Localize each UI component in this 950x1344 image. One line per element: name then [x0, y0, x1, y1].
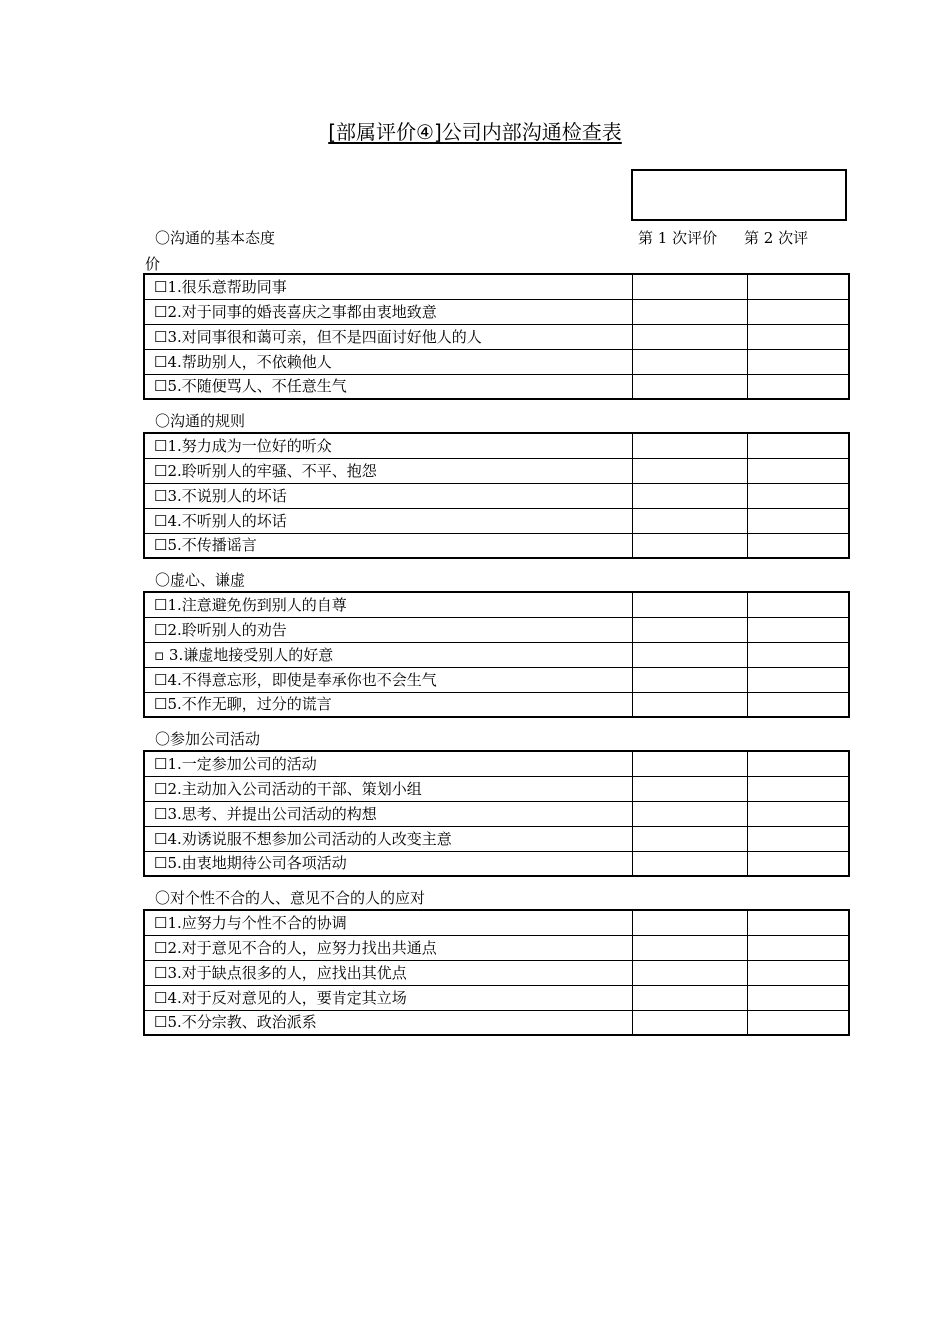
section-title-humility: 〇虚心、谦虚: [155, 571, 246, 589]
first-score-cell[interactable]: [632, 458, 747, 483]
table-row: [144, 324, 849, 349]
check-item[interactable]: ☐2.主动加入公司活动的干部、策划小组: [144, 776, 632, 801]
check-item[interactable]: ☐2.对于同事的婚丧喜庆之事都由衷地致意: [144, 299, 632, 324]
table-row: [144, 592, 849, 617]
second-score-cell[interactable]: [747, 851, 849, 876]
table-row: [144, 985, 849, 1010]
first-score-cell[interactable]: [632, 667, 747, 692]
second-score-cell[interactable]: [747, 960, 849, 985]
check-item[interactable]: ☐2.对于意见不合的人，应努力找出共通点: [144, 935, 632, 960]
first-score-cell[interactable]: [632, 985, 747, 1010]
first-score-cell[interactable]: [632, 299, 747, 324]
check-item[interactable]: ☐5.不分宗教、政治派系: [144, 1010, 632, 1035]
table-row: [144, 692, 849, 717]
table-row: [144, 433, 849, 458]
check-item[interactable]: ☐1.努力成为一位好的听众: [144, 433, 632, 458]
check-item[interactable]: ☐2.聆听别人的牢骚、不平、抱怨: [144, 458, 632, 483]
first-score-cell[interactable]: [632, 935, 747, 960]
table-row: [144, 458, 849, 483]
second-score-cell[interactable]: [747, 751, 849, 776]
check-item[interactable]: ☐5.不作无聊，过分的谎言: [144, 692, 632, 717]
section-title-handling-disagreements: 〇对个性不合的人、意见不合的人的应对: [155, 889, 426, 907]
first-score-cell[interactable]: [632, 960, 747, 985]
first-score-cell[interactable]: [632, 324, 747, 349]
check-item[interactable]: ☐1.注意避免伤到别人的自尊: [144, 592, 632, 617]
check-item[interactable]: ☐5.由衷地期待公司各项活动: [144, 851, 632, 876]
second-score-cell[interactable]: [747, 592, 849, 617]
second-score-cell[interactable]: [747, 483, 849, 508]
second-score-cell[interactable]: [747, 324, 849, 349]
table-row: [144, 274, 849, 299]
table-row: [144, 960, 849, 985]
second-score-cell[interactable]: [747, 667, 849, 692]
section-title-basic-attitude: 〇沟通的基本态度: [155, 229, 276, 247]
first-score-cell[interactable]: [632, 508, 747, 533]
second-score-cell[interactable]: [747, 642, 849, 667]
first-score-cell[interactable]: [632, 851, 747, 876]
second-score-cell[interactable]: [747, 935, 849, 960]
check-item[interactable]: ☐1.应努力与个性不合的协调: [144, 910, 632, 935]
table-row: [144, 533, 849, 558]
table-row: [144, 508, 849, 533]
second-score-cell[interactable]: [747, 985, 849, 1010]
check-item[interactable]: ☐1.一定参加公司的活动: [144, 751, 632, 776]
first-score-cell[interactable]: [632, 349, 747, 374]
check-item[interactable]: ☐4.帮助别人，不依赖他人: [144, 349, 632, 374]
first-score-cell[interactable]: [632, 692, 747, 717]
second-score-cell[interactable]: [747, 508, 849, 533]
first-score-cell[interactable]: [632, 483, 747, 508]
section-title-company-activities: 〇参加公司活动: [155, 730, 261, 748]
second-score-cell[interactable]: [747, 533, 849, 558]
check-item[interactable]: ☐3.对于缺点很多的人，应找出其优点: [144, 960, 632, 985]
check-item[interactable]: ☐3.思考、并提出公司活动的构想: [144, 801, 632, 826]
table-row: [144, 483, 849, 508]
second-score-cell[interactable]: [747, 826, 849, 851]
first-score-cell[interactable]: [632, 374, 747, 399]
table-row: [144, 826, 849, 851]
column-header-second-evaluation: 第 2 次评: [744, 229, 809, 247]
second-score-cell[interactable]: [747, 617, 849, 642]
first-score-cell[interactable]: [632, 533, 747, 558]
first-score-cell[interactable]: [632, 826, 747, 851]
check-item[interactable]: ☐4.不听别人的坏话: [144, 508, 632, 533]
second-score-cell[interactable]: [747, 458, 849, 483]
first-score-cell[interactable]: [632, 801, 747, 826]
column-header-second-evaluation-wrap: 价: [145, 255, 161, 273]
table-row: [144, 751, 849, 776]
check-item[interactable]: ▫ 3.谦虚地接受别人的好意: [144, 642, 632, 667]
checklist-table-basic-attitude: [143, 273, 850, 400]
table-row: [144, 851, 849, 876]
table-row: [144, 617, 849, 642]
first-score-cell[interactable]: [632, 776, 747, 801]
check-item[interactable]: ☐5.不传播谣言: [144, 533, 632, 558]
table-row: [144, 374, 849, 399]
first-score-cell[interactable]: [632, 910, 747, 935]
table-row: [144, 349, 849, 374]
check-item[interactable]: ☐4.对于反对意见的人，要肯定其立场: [144, 985, 632, 1010]
page-title: [部属评价④]公司内部沟通检查表: [328, 120, 622, 144]
first-score-cell[interactable]: [632, 592, 747, 617]
first-score-cell[interactable]: [632, 642, 747, 667]
first-score-cell[interactable]: [632, 1010, 747, 1035]
check-item[interactable]: ☐3.不说别人的坏话: [144, 483, 632, 508]
check-item[interactable]: ☐4.不得意忘形，即使是奉承你也不会生气: [144, 667, 632, 692]
second-score-cell[interactable]: [747, 1010, 849, 1035]
checklist-table-humility: [143, 591, 850, 718]
check-item[interactable]: ☐1.很乐意帮助同事: [144, 274, 632, 299]
first-score-cell[interactable]: [632, 751, 747, 776]
second-score-cell[interactable]: [747, 801, 849, 826]
first-score-cell[interactable]: [632, 433, 747, 458]
second-score-cell[interactable]: [747, 274, 849, 299]
second-score-cell[interactable]: [747, 299, 849, 324]
table-row: [144, 910, 849, 935]
check-item[interactable]: ☐3.对同事很和蔼可亲，但不是四面讨好他人的人: [144, 324, 632, 349]
second-score-cell[interactable]: [747, 910, 849, 935]
table-row: [144, 801, 849, 826]
section-title-communication-rules: 〇沟通的规则: [155, 412, 246, 430]
score-box: [631, 169, 847, 221]
table-row: [144, 642, 849, 667]
second-score-cell[interactable]: [747, 374, 849, 399]
table-row: [144, 776, 849, 801]
check-item[interactable]: ☐5.不随便骂人、不任意生气: [144, 374, 632, 399]
checklist-table-company-activities: [143, 750, 850, 877]
second-score-cell[interactable]: [747, 433, 849, 458]
first-score-cell[interactable]: [632, 617, 747, 642]
first-score-cell[interactable]: [632, 274, 747, 299]
table-row: [144, 299, 849, 324]
column-header-first-evaluation: 第 1 次评价: [638, 229, 718, 247]
second-score-cell[interactable]: [747, 692, 849, 717]
table-row: [144, 935, 849, 960]
second-score-cell[interactable]: [747, 349, 849, 374]
second-score-cell[interactable]: [747, 776, 849, 801]
table-row: [144, 667, 849, 692]
checklist-table-communication-rules: [143, 432, 850, 559]
check-item[interactable]: ☐4.劝诱说服不想参加公司活动的人改变主意: [144, 826, 632, 851]
checklist-table-handling-disagreements: [143, 909, 850, 1036]
table-row: [144, 1010, 849, 1035]
check-item[interactable]: ☐2.聆听别人的劝告: [144, 617, 632, 642]
